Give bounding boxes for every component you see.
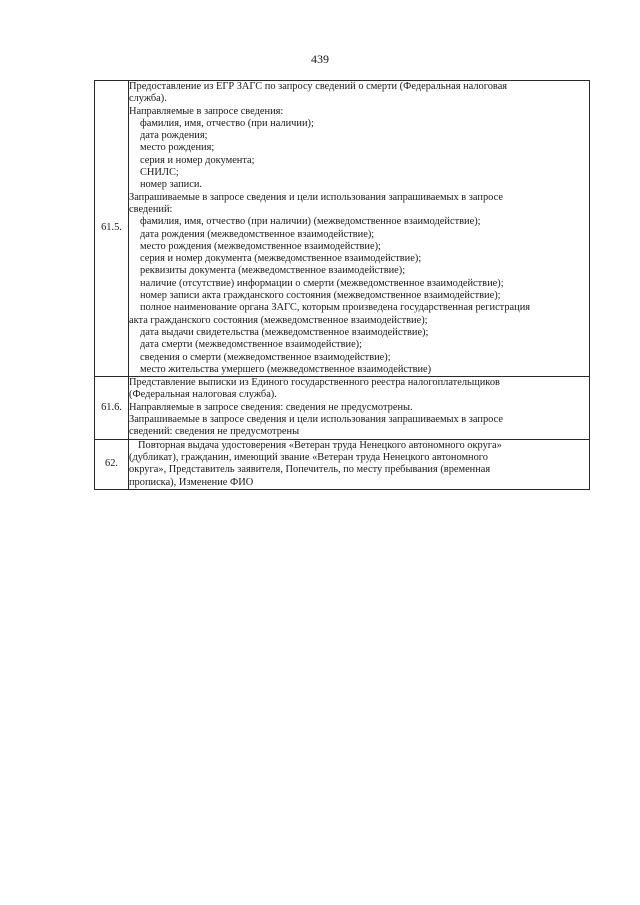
row-number: 61.5. bbox=[95, 81, 129, 377]
content-line: место рождения; bbox=[140, 142, 215, 154]
content-line: Представление выписки из Единого государственного реестра налогоплательщиков bbox=[129, 377, 500, 389]
services-table bbox=[94, 80, 590, 490]
content-line: дата смерти (межведомственное взаимодействие); bbox=[140, 339, 363, 351]
content-line: служба). bbox=[129, 93, 167, 105]
content-line: дата рождения; bbox=[140, 130, 208, 142]
content-line: акта гражданского состояния (межведомственное взаимодействие); bbox=[129, 314, 428, 326]
content-line: фамилия, имя, отчество (при наличии); bbox=[140, 117, 314, 129]
content-line: серия и номер документа; bbox=[140, 154, 255, 166]
content-line: номер записи акта гражданского состояния (межведомственное взаимодействие); bbox=[140, 290, 501, 302]
row-content bbox=[129, 439, 590, 489]
content-line: фамилия, имя, отчество (при наличии) (межведомственное взаимодействие); bbox=[140, 216, 481, 228]
table-row bbox=[95, 377, 590, 439]
content-line: номер записи. bbox=[140, 179, 203, 191]
content-line: серия и номер документа (межведомственное взаимодействие); bbox=[140, 253, 422, 265]
table-row bbox=[95, 439, 590, 489]
content-line: дата рождения (межведомственное взаимодействие); bbox=[140, 228, 375, 240]
content-line: Запрашиваемые в запросе сведения и цели использования запрашиваемых в запросе bbox=[129, 191, 503, 203]
content-line: Направляемые в запросе сведения: сведения не предусмотрены. bbox=[129, 401, 413, 413]
content-line: полное наименование органа ЗАГС, которым произведена государственная регистрация bbox=[140, 302, 531, 314]
content-line: (Федеральная налоговая служба). bbox=[129, 389, 277, 401]
content-line: наличие (отсутствие) информации о смерти (межведомственное взаимодействие); bbox=[140, 277, 504, 289]
content-line: сведений: сведения не предусмотрены bbox=[129, 426, 300, 438]
content-line: Направляемые в запросе сведения: bbox=[129, 105, 284, 117]
content-line: Предоставление из ЕГР ЗАГС по запросу сведений о смерти (Федеральная налоговая bbox=[129, 81, 508, 92]
content-line: место жительства умершего (межведомственное взаимодействие) bbox=[140, 363, 432, 375]
content-line: дата выдачи свидетельства (межведомственное взаимодействие); bbox=[140, 326, 429, 338]
content-line: СНИЛС; bbox=[140, 167, 179, 179]
row-number: 62. bbox=[95, 439, 129, 489]
content-line: сведений: bbox=[129, 203, 173, 215]
row-content bbox=[129, 377, 590, 439]
row-content bbox=[129, 81, 590, 377]
row-number: 61.6. bbox=[95, 377, 129, 439]
content-line: Запрашиваемые в запросе сведения и цели использования запрашиваемых в запросе bbox=[129, 414, 503, 426]
content-line: (дубликат), гражданин, имеющий звание «Ветеран труда Ненецкого автономного bbox=[129, 451, 489, 463]
content-line: Повторная выдача удостоверения «Ветеран труда Ненецкого автономного округа» bbox=[138, 439, 502, 451]
page-number: 439 bbox=[311, 52, 329, 66]
content-line: прописка), Изменение ФИО bbox=[129, 476, 254, 488]
content-line: реквизиты документа (межведомственное взаимодействие); bbox=[140, 265, 406, 277]
services-table-body bbox=[95, 81, 590, 490]
content-line: место рождения (межведомственное взаимодействие); bbox=[140, 240, 381, 252]
content-line: округа», Представитель заявителя, Попечитель, по месту пребывания (временная bbox=[129, 464, 491, 476]
content-line: сведения о смерти (межведомственное взаимодействие); bbox=[140, 351, 391, 363]
table-row bbox=[95, 81, 590, 377]
